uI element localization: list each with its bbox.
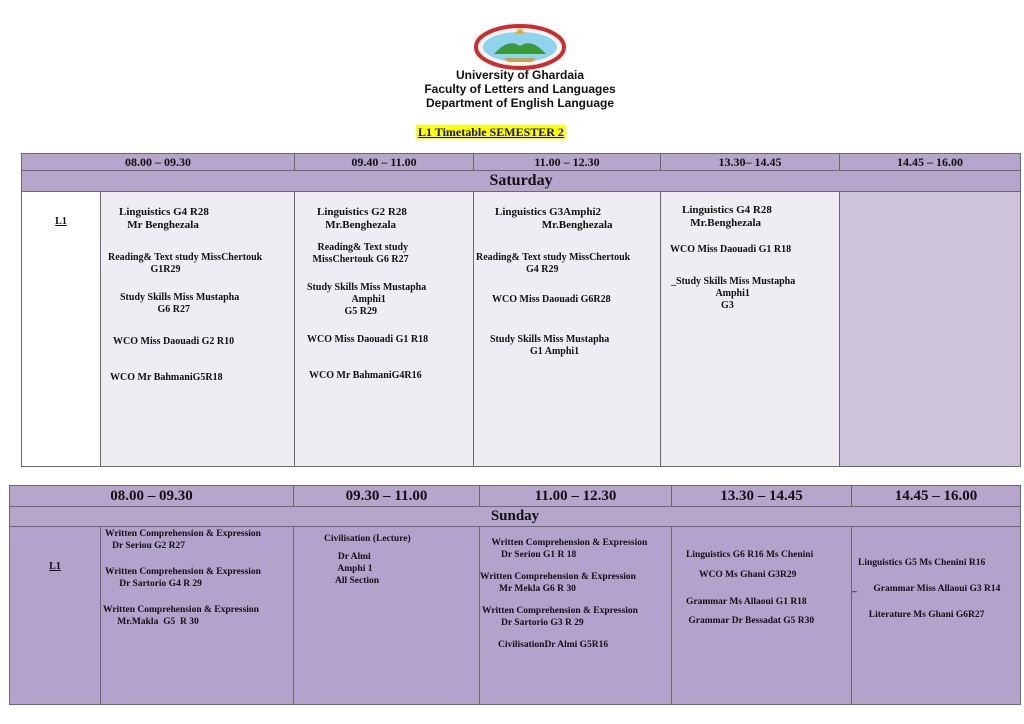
course-entry: Written Comprehension & Expression Mr Mekla G6 R 30 xyxy=(480,572,636,594)
university-logo xyxy=(474,24,566,70)
course-entry: Written Comprehension & Expression Dr Seriou G2 R27 xyxy=(105,529,261,551)
course-entry: Linguistics G3Amphi2 Mr.Benghezala xyxy=(495,206,613,231)
schedule-cell xyxy=(101,527,294,705)
course-entry: Literature Ms Ghani G6R27 xyxy=(864,610,985,620)
course-entry: WCO Mr BahmaniG4R16 xyxy=(309,370,422,381)
course-entry: Written Comprehension & Expression Dr Sartorio G3 R 29 xyxy=(482,606,638,628)
course-entry: Linguistics G4 R28 Mr.Benghezala xyxy=(682,204,772,229)
department-name: Department of English Language xyxy=(425,96,614,110)
course-entry: Reading& Text study MissChertouk G6 R27 xyxy=(312,242,409,265)
course-entry: WCO Miss Daouadi G6R28 xyxy=(492,294,611,305)
level-row xyxy=(10,527,1021,705)
sunday-timetable xyxy=(9,485,1021,705)
day-row xyxy=(22,171,1021,192)
course-entry: Reading& Text study MissChertouk G1R29 xyxy=(108,252,263,275)
time-slot-row xyxy=(10,486,1021,507)
course-entry: Grammar Ms Allaoui G1 R18 xyxy=(686,597,807,607)
course-entry: Civilisation (Lecture) xyxy=(324,534,411,544)
course-entry: _Study Skills Miss Mustapha Amphi1 G3 xyxy=(671,276,796,311)
schedule-cell xyxy=(295,192,474,467)
course-entry: Linguistics G6 R16 Ms Chenini xyxy=(686,550,814,560)
course-entry: CivilisationDr Almi G5R16 xyxy=(498,640,609,650)
time-slot: 09.40 – 11.00 xyxy=(295,154,474,171)
schedule-cell xyxy=(672,527,852,705)
course-entry: WCO Miss Daouadi G1 R18 xyxy=(670,244,792,255)
course-entry: WCO Miss Daouadi G2 R10 xyxy=(113,336,235,347)
university-name: University of Ghardaia xyxy=(455,68,585,82)
day-label: Sunday xyxy=(10,507,1021,527)
schedule-cell xyxy=(661,192,840,467)
level-label: L1 xyxy=(10,527,101,705)
course-entry: Study Skills Miss Mustapha G1 Amphi1 xyxy=(490,334,610,357)
course-entry: Study Skills Miss Mustapha Amphi1 G5 R29 xyxy=(307,282,427,317)
schedule-cell-empty xyxy=(840,192,1021,467)
course-entry: Linguistics G5 Ms Chenini R16 xyxy=(858,558,986,568)
course-entry: Written Comprehension & Expression Dr Seriou G1 R 18 xyxy=(491,538,648,560)
time-slot: 14.45 – 16.00 xyxy=(852,486,1021,507)
time-slot: 14.45 – 16.00 xyxy=(840,154,1021,171)
time-slot: 08.00 – 09.30 xyxy=(22,154,295,171)
level-label: L1 xyxy=(22,192,101,467)
day-row xyxy=(10,507,1021,527)
course-entry: WCO Mr BahmaniG5R18 xyxy=(110,372,223,383)
time-slot: 08.00 – 09.30 xyxy=(10,486,294,507)
schedule-cell xyxy=(474,192,661,467)
level-row xyxy=(22,192,1021,467)
header-block xyxy=(0,68,1024,110)
course-entry: Study Skills Miss Mustapha G6 R27 xyxy=(120,292,240,315)
course-entry: Written Comprehension & Expression Mr.Makla G5 R 30 xyxy=(103,605,259,627)
course-entry: Grammar Dr Bessadat G5 R30 xyxy=(686,616,815,626)
schedule-cell xyxy=(480,527,672,705)
saturday-timetable xyxy=(21,153,1021,467)
day-label: Saturday xyxy=(22,171,1021,192)
faculty-name: Faculty of Letters and Languages xyxy=(424,82,616,96)
time-slot-row xyxy=(22,154,1021,171)
schedule-cell xyxy=(101,192,295,467)
time-slot: 09.30 – 11.00 xyxy=(294,486,480,507)
course-entry: Linguistics G4 R28 Mr Benghezala xyxy=(119,206,209,231)
schedule-cell xyxy=(294,527,480,705)
course-entry: Written Comprehension & Expression Dr Sartorio G4 R 29 xyxy=(105,567,261,589)
time-slot: 13.30 – 14.45 xyxy=(672,486,852,507)
schedule-cell xyxy=(852,527,1021,705)
course-entry: _ Grammar Miss Allaoui G3 R14 xyxy=(852,584,1001,594)
course-entry: WCO Ms Ghani G3R29 xyxy=(692,570,797,580)
time-slot: 11.00 – 12.30 xyxy=(474,154,661,171)
course-entry: Reading& Text study MissChertouk G4 R29 xyxy=(476,252,631,275)
semester-title: L1 Timetable SEMESTER 2 xyxy=(418,125,564,139)
course-entry: Dr Almi Amphi 1 All Section xyxy=(334,552,380,586)
course-entry: Linguistics G2 R28 Mr.Benghezala xyxy=(317,206,407,231)
time-slot: 11.00 – 12.30 xyxy=(480,486,672,507)
time-slot: 13.30– 14.45 xyxy=(661,154,840,171)
course-entry: WCO Miss Daouadi G1 R18 xyxy=(307,334,429,345)
